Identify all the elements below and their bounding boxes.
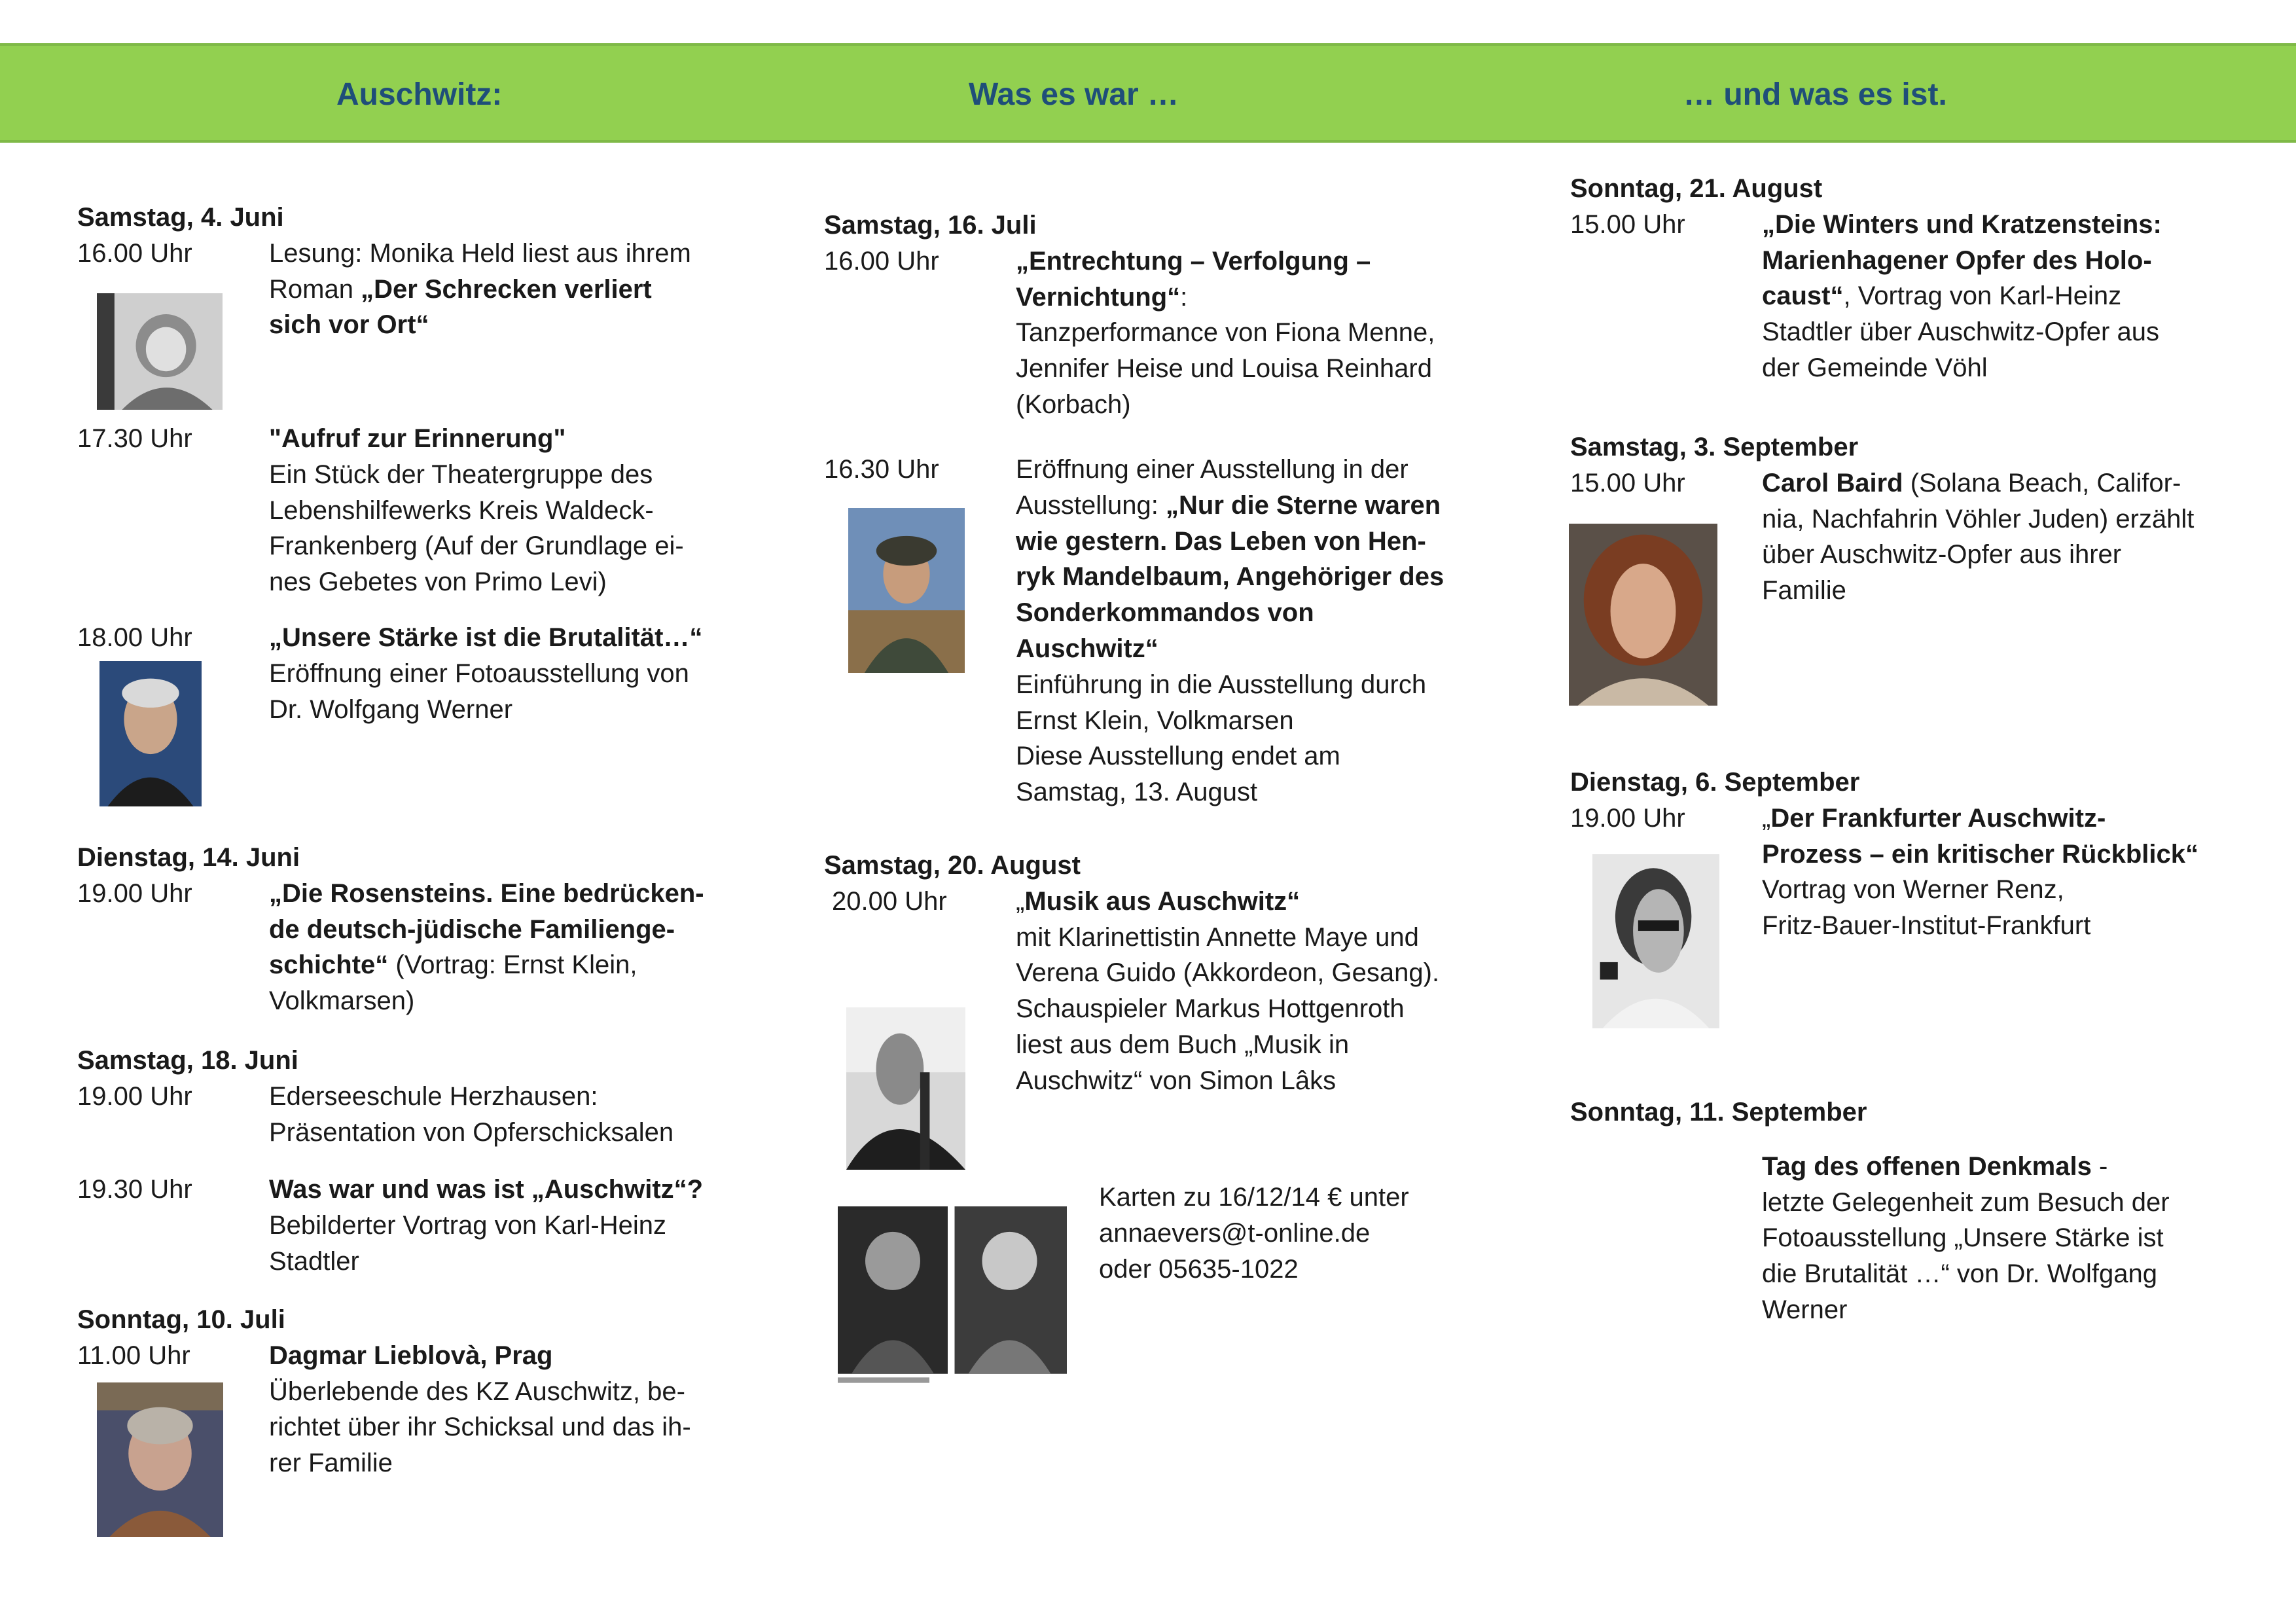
event-description: Carol Baird (Solana Beach, Califor- nia, Nachfahrin Vöhler Juden) erzählt über Auschwitz-Opfer aus ihrer Familie bbox=[1762, 468, 2195, 605]
day-heading: Sonntag, 21. August bbox=[1570, 174, 1823, 203]
ticket-phone: oder 05635-1022 bbox=[1099, 1254, 1299, 1284]
day-heading: Sonntag, 10. Juli bbox=[77, 1305, 285, 1334]
event-description: Dagmar Lieblovà, Prag Überlebende des KZ Auschwitz, be- richtet über ihr Schicksal und das ih- rer Familie bbox=[269, 1341, 691, 1478]
event-description: "Aufruf zur Erinnerung" Ein Stück der Theatergruppe des Lebenshilfewerks Kreis Waldeck- Frankenberg (Auf der Grundlage ei- nes Gebetes von Primo Levi) bbox=[269, 424, 684, 597]
event-description: „Unsere Stärke ist die Brutalität…“ Eröffnung einer Fotoausstellung von Dr. Wolfgang Werner bbox=[269, 623, 703, 724]
day-heading: Dienstag, 14. Juni bbox=[77, 843, 300, 872]
event-time: 19.00 Uhr bbox=[77, 878, 192, 908]
event-time: 19.00 Uhr bbox=[77, 1081, 192, 1111]
event-description: Tag des offenen Denkmals - letzte Gelegenheit zum Besuch der Fotoausstellung „Unsere Stärke ist die Brutalität …“ von Dr. Wolfgang Werner bbox=[1762, 1151, 2170, 1324]
event-description: Eröffnung einer Ausstellung in der Ausstellung: „Nur die Sterne waren wie gestern. Das Leben von Hen- ryk Mandelbaum, Angehöriger des Sonderkommandos von Auschwitz“ Einführung in die Ausstellung durch Ernst Klein, Volkmarsen Diese Ausstellung endet am Samstag, 13. August bbox=[1016, 455, 1444, 807]
header-banner bbox=[0, 43, 2296, 143]
event-time: 17.30 Uhr bbox=[77, 424, 192, 453]
header-center: Was es war … bbox=[969, 77, 1179, 112]
event-description: „Entrechtung – Verfolgung – Vernichtung“: Tanzperformance von Fiona Menne, Jennifer Heise und Louisa Reinhard (Korbach) bbox=[1016, 246, 1435, 419]
portrait-photo bbox=[97, 293, 223, 410]
event-description: Ederseeschule Herzhausen: Präsentation von Opferschicksalen bbox=[269, 1081, 674, 1147]
event-time: 16.00 Uhr bbox=[824, 246, 939, 276]
event-description: „Musik aus Auschwitz“ mit Klarinettistin Annette Maye und Verena Guido (Akkordeon, Gesang). Schauspieler Markus Hottgenroth liest aus dem Buch „Musik in Auschwitz“ von Simon Lâks bbox=[1016, 886, 1440, 1095]
header-left: Auschwitz: bbox=[336, 77, 503, 112]
portrait-photo bbox=[1569, 524, 1717, 706]
ticket-price: Karten zu 16/12/14 € unter bbox=[1099, 1183, 1409, 1212]
event-time: 16.30 Uhr bbox=[824, 455, 939, 484]
event-time: 16.00 Uhr bbox=[77, 238, 192, 268]
event-18-juni bbox=[77, 1043, 738, 1150]
ticket-info bbox=[1099, 1180, 1409, 1287]
ticket-email[interactable]: annaevers@t-online.de bbox=[1099, 1218, 1371, 1248]
day-heading: Samstag, 4. Juni bbox=[77, 203, 284, 232]
event-description: Was war und was ist „Auschwitz“? Bebilderter Vortrag von Karl-Heinz Stadtler bbox=[269, 1175, 704, 1276]
header-right: … und was es ist. bbox=[1683, 77, 1947, 112]
column-1-lower bbox=[77, 840, 738, 1019]
event-time: 19.30 Uhr bbox=[77, 1175, 192, 1204]
day-heading: Samstag, 20. August bbox=[824, 851, 1081, 880]
event-description: „Der Frankfurter Auschwitz- Prozess – ein kritischer Rückblick“ Vortrag von Werner Renz, Fritz-Bauer-Institut-Frankfurt bbox=[1762, 803, 2198, 941]
day-heading: Dienstag, 6. September bbox=[1570, 768, 1860, 797]
event-description: Lesung: Monika Held liest aus ihrem Roman „Der Schrecken verliert sich vor Ort“ bbox=[269, 238, 691, 340]
day-heading: Samstag, 3. September bbox=[1570, 433, 1859, 461]
event-description: „Die Rosensteins. Eine bedrücken- de deutsch-jüdische Familienge- schichte“ (Vortrag: Ernst Klein, Volkmarsen) bbox=[269, 878, 704, 1016]
event-11-september bbox=[1570, 1094, 2251, 1328]
portrait-photo bbox=[97, 1382, 223, 1537]
event-time: 15.00 Uhr bbox=[1570, 209, 1685, 239]
event-time: 11.00 Uhr bbox=[77, 1341, 190, 1370]
portrait-photo bbox=[1592, 854, 1719, 1028]
day-heading: Samstag, 18. Juni bbox=[77, 1046, 298, 1075]
event-description: „Die Winters und Kratzensteins: Marienhagener Opfer des Holo- caust“, Vortrag von Karl-Heinz Stadtler über Auschwitz-Opfer aus der Gemeinde Vöhl bbox=[1762, 209, 2162, 382]
event-21-august bbox=[1570, 171, 2251, 386]
event-16-juli bbox=[824, 208, 1485, 423]
event-time: 20.00 Uhr bbox=[832, 886, 947, 916]
event-time: 15.00 Uhr bbox=[1570, 468, 1685, 497]
event-17-30 bbox=[77, 421, 738, 600]
portrait-photo bbox=[848, 508, 965, 673]
portrait-photo bbox=[846, 1007, 965, 1170]
event-19-30 bbox=[77, 1172, 738, 1279]
day-heading: Sonntag, 11. September bbox=[1570, 1098, 1867, 1127]
event-time: 18.00 Uhr bbox=[77, 623, 192, 652]
day-heading: Samstag, 16. Juli bbox=[824, 211, 1037, 240]
duo-photo bbox=[838, 1206, 1067, 1388]
event-time: 19.00 Uhr bbox=[1570, 803, 1685, 833]
portrait-photo bbox=[99, 661, 202, 806]
